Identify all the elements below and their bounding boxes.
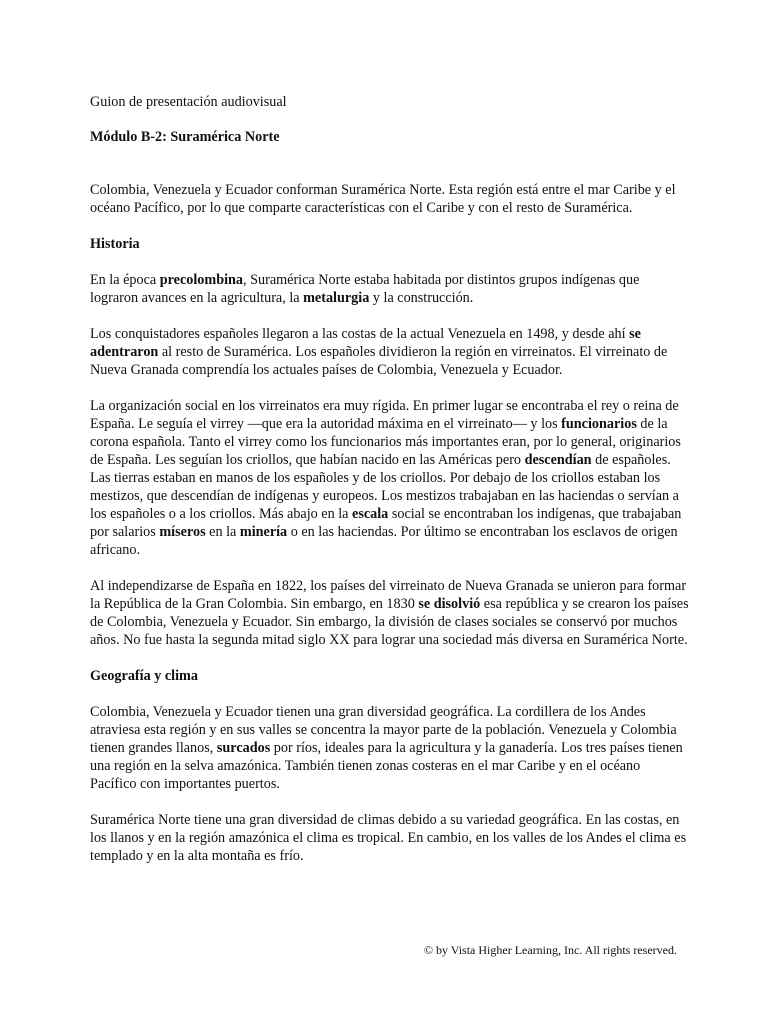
term-precolombina: precolombina — [159, 272, 244, 288]
term-metalurgia: metalurgia — [303, 290, 370, 306]
term-se-adentraron: se adentraron — [90, 326, 641, 360]
section-title-historia: Historia — [90, 236, 140, 252]
intro-paragraph: Colombia, Venezuela y Ecuador conforman Suramérica Norte. Esta región está entre el mar Caribe y el océano Pacífico, por lo que comparte características con el Caribe y con el resto de Suramérica. — [90, 182, 676, 216]
term-descendian: descendían — [524, 452, 592, 468]
document-header-label: Guion de presentación audiovisual — [90, 94, 287, 110]
term-escala: escala — [352, 506, 389, 522]
historia-paragraph-3: La organización social en los virreinatos era muy rígida. En primer lugar se encontraba el rey o reina de España. Le seguía el virrey —que era la autoridad máxima en el virreinato— y los funcionarios de la corona española. Tanto el virrey como los funcionarios más importantes eran, por lo general, originarios de España. Les seguían los criollos, que habían nacido en las Américas pero descendían de españoles. Las tierras estaban en manos de los españoles y de los criollos. Por debajo de los criollos estaban los mestizos, que descendían de indígenas y europeos. Los mestizos trabajaban en las haciendas o servían a los españoles o a los criollos. Más abajo en la escala social se encontraban los indígenas, que trabajaban por salarios míseros en la minería o en las haciendas. Por último se encontraban los esclavos de origen africano. — [90, 398, 682, 558]
geografia-paragraph-2: Suramérica Norte tiene una gran diversidad de climas debido a su variedad geográfica. En las costas, en los llanos y en la región amazónica el clima es tropical. En cambio, en los valles de los Andes el clima es templado y en la alta montaña es frío. — [90, 812, 687, 864]
historia-paragraph-4: Al independizarse de España en 1822, los países del virreinato de Nueva Granada se unieron para formar la República de la Gran Colombia. Sin embargo, en 1830 se disolvió esa república y se crearon los países de Colombia, Venezuela y Ecuador. Sin embargo, la división de clases sociales se conservó por muchos años. No fue hasta la segunda mitad siglo XX para lograr una sociedad más diversa en Suramérica Norte. — [90, 578, 689, 648]
term-se-disolvio: se disolvió — [418, 596, 481, 612]
historia-paragraph-2: Los conquistadores españoles llegaron a las costas de la actual Venezuela en 1498, y desde ahí se adentraron al resto de Suramérica. Los españoles dividieron la región en virreinatos. El virreinato de Nueva Granada comprendía los actuales países de Colombia, Venezuela y Ecuador. — [90, 326, 668, 378]
term-mineria: minería — [239, 524, 288, 540]
section-title-geografia: Geografía y clima — [90, 668, 198, 684]
module-title: Módulo B-2: Suramérica Norte — [90, 129, 280, 145]
copyright-footer: © by Vista Higher Learning, Inc. All rights reserved. — [423, 943, 677, 957]
historia-paragraph-1: En la época precolombina, Suramérica Norte estaba habitada por distintos grupos indígenas que lograron avances en la agricultura, la metalurgia y la construcción. — [90, 272, 640, 306]
term-surcados: surcados — [216, 740, 271, 756]
document-page — [90, 93, 690, 883]
term-miseros: míseros — [159, 524, 206, 540]
geografia-paragraph-1: Colombia, Venezuela y Ecuador tienen una gran diversidad geográfica. La cordillera de los Andes atraviesa esta región y en sus valles se concentra la mayor parte de la población. Venezuela y Colombia tienen grandes llanos, surcados por ríos, ideales para la agricultura y la ganadería. Los tres países tienen una región en la selva amazónica. También tienen zonas costeras en el mar Caribe y en el océano Pacífico con importantes puertos. — [90, 704, 683, 792]
term-funcionarios: funcionarios — [561, 416, 637, 432]
